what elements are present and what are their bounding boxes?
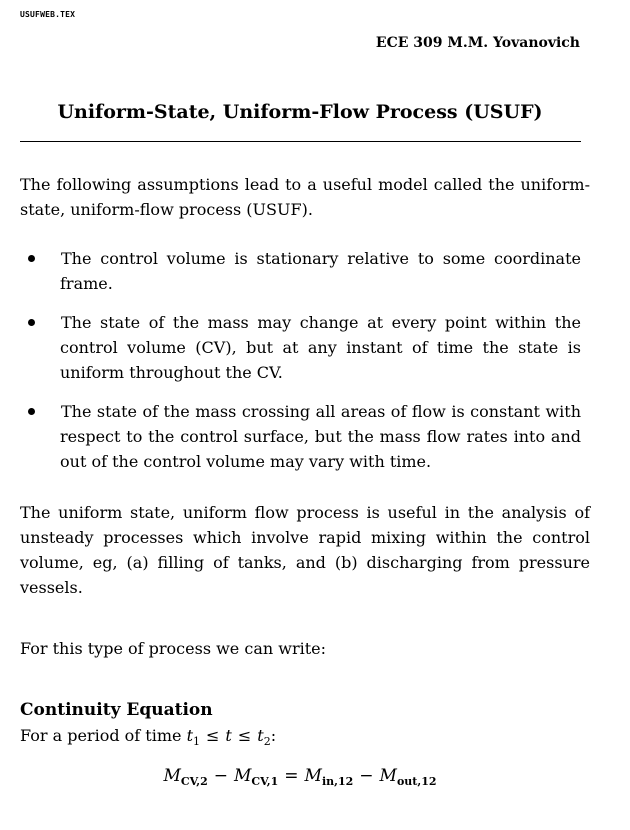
eq-symbol-m: M [234, 766, 252, 786]
uniform-flow-paragraph: The uniform state, uniform flow process is useful in the analysis of unsteady processes which involve rapid mixing within the control volume, eg, (a) filling of tanks, and (b) discharging from pressure vessels. [20, 503, 590, 597]
eq-sub-cv2: CV,2 [180, 775, 208, 788]
time-var-t1: t [186, 726, 194, 745]
page-title: Uniform-State, Uniform-Flow Process (USUF) [57, 101, 543, 123]
bullet-icon [28, 319, 35, 326]
bullet-icon [28, 255, 35, 262]
assumption-text: The state of the mass may change at every point within the control volume (CV), but at any instant of time the state is uniform throughout the CV. [60, 313, 581, 382]
eq-symbol-m: M [304, 766, 322, 786]
time-sub-2: 2 [263, 735, 271, 748]
eq-symbol-m: M [379, 766, 397, 786]
process-statement: For this type of process we can write: [20, 639, 326, 658]
assumption-list [20, 246, 581, 474]
course-header: ECE 309 M.M. Yovanovich [375, 35, 580, 51]
continuity-heading: Continuity Equation [20, 700, 213, 720]
time-var-t2: t [257, 726, 264, 745]
file-tag: USUFWEB.TEX [20, 10, 76, 19]
assumption-text: The state of the mass crossing all areas of flow is constant with respect to the control surface, but the mass flow rates into and out of the control volume may vary with time. [60, 402, 581, 471]
eq-sub-in12: in,12 [321, 775, 354, 788]
intro-paragraph: The following assumptions lead to a useful model called the uniform-state, uniform-flow process (USUF). [20, 175, 590, 219]
assumption-item [20, 310, 581, 385]
eq-symbol-m: M [163, 766, 181, 786]
continuity-equation [20, 764, 580, 789]
eq-sub-out12: out,12 [396, 775, 437, 788]
assumption-item [20, 246, 581, 296]
bullet-icon [28, 408, 35, 415]
leq-symbol: ≤ [237, 726, 252, 745]
period-prefix: For a period of time [20, 726, 187, 745]
time-sub-1: 1 [193, 735, 201, 748]
eq-sub-cv1: CV,1 [251, 775, 279, 788]
eq-minus: − [213, 766, 228, 786]
time-period-line [20, 723, 276, 748]
assumption-text: The control volume is stationary relative to some coordinate frame. [60, 249, 581, 293]
title-rule [20, 141, 581, 142]
eq-minus: − [359, 766, 374, 786]
eq-equals: = [284, 766, 299, 786]
period-suffix: : [270, 726, 277, 745]
time-var-t: t [225, 726, 232, 745]
assumption-item [20, 399, 581, 474]
leq-symbol: ≤ [206, 726, 220, 745]
